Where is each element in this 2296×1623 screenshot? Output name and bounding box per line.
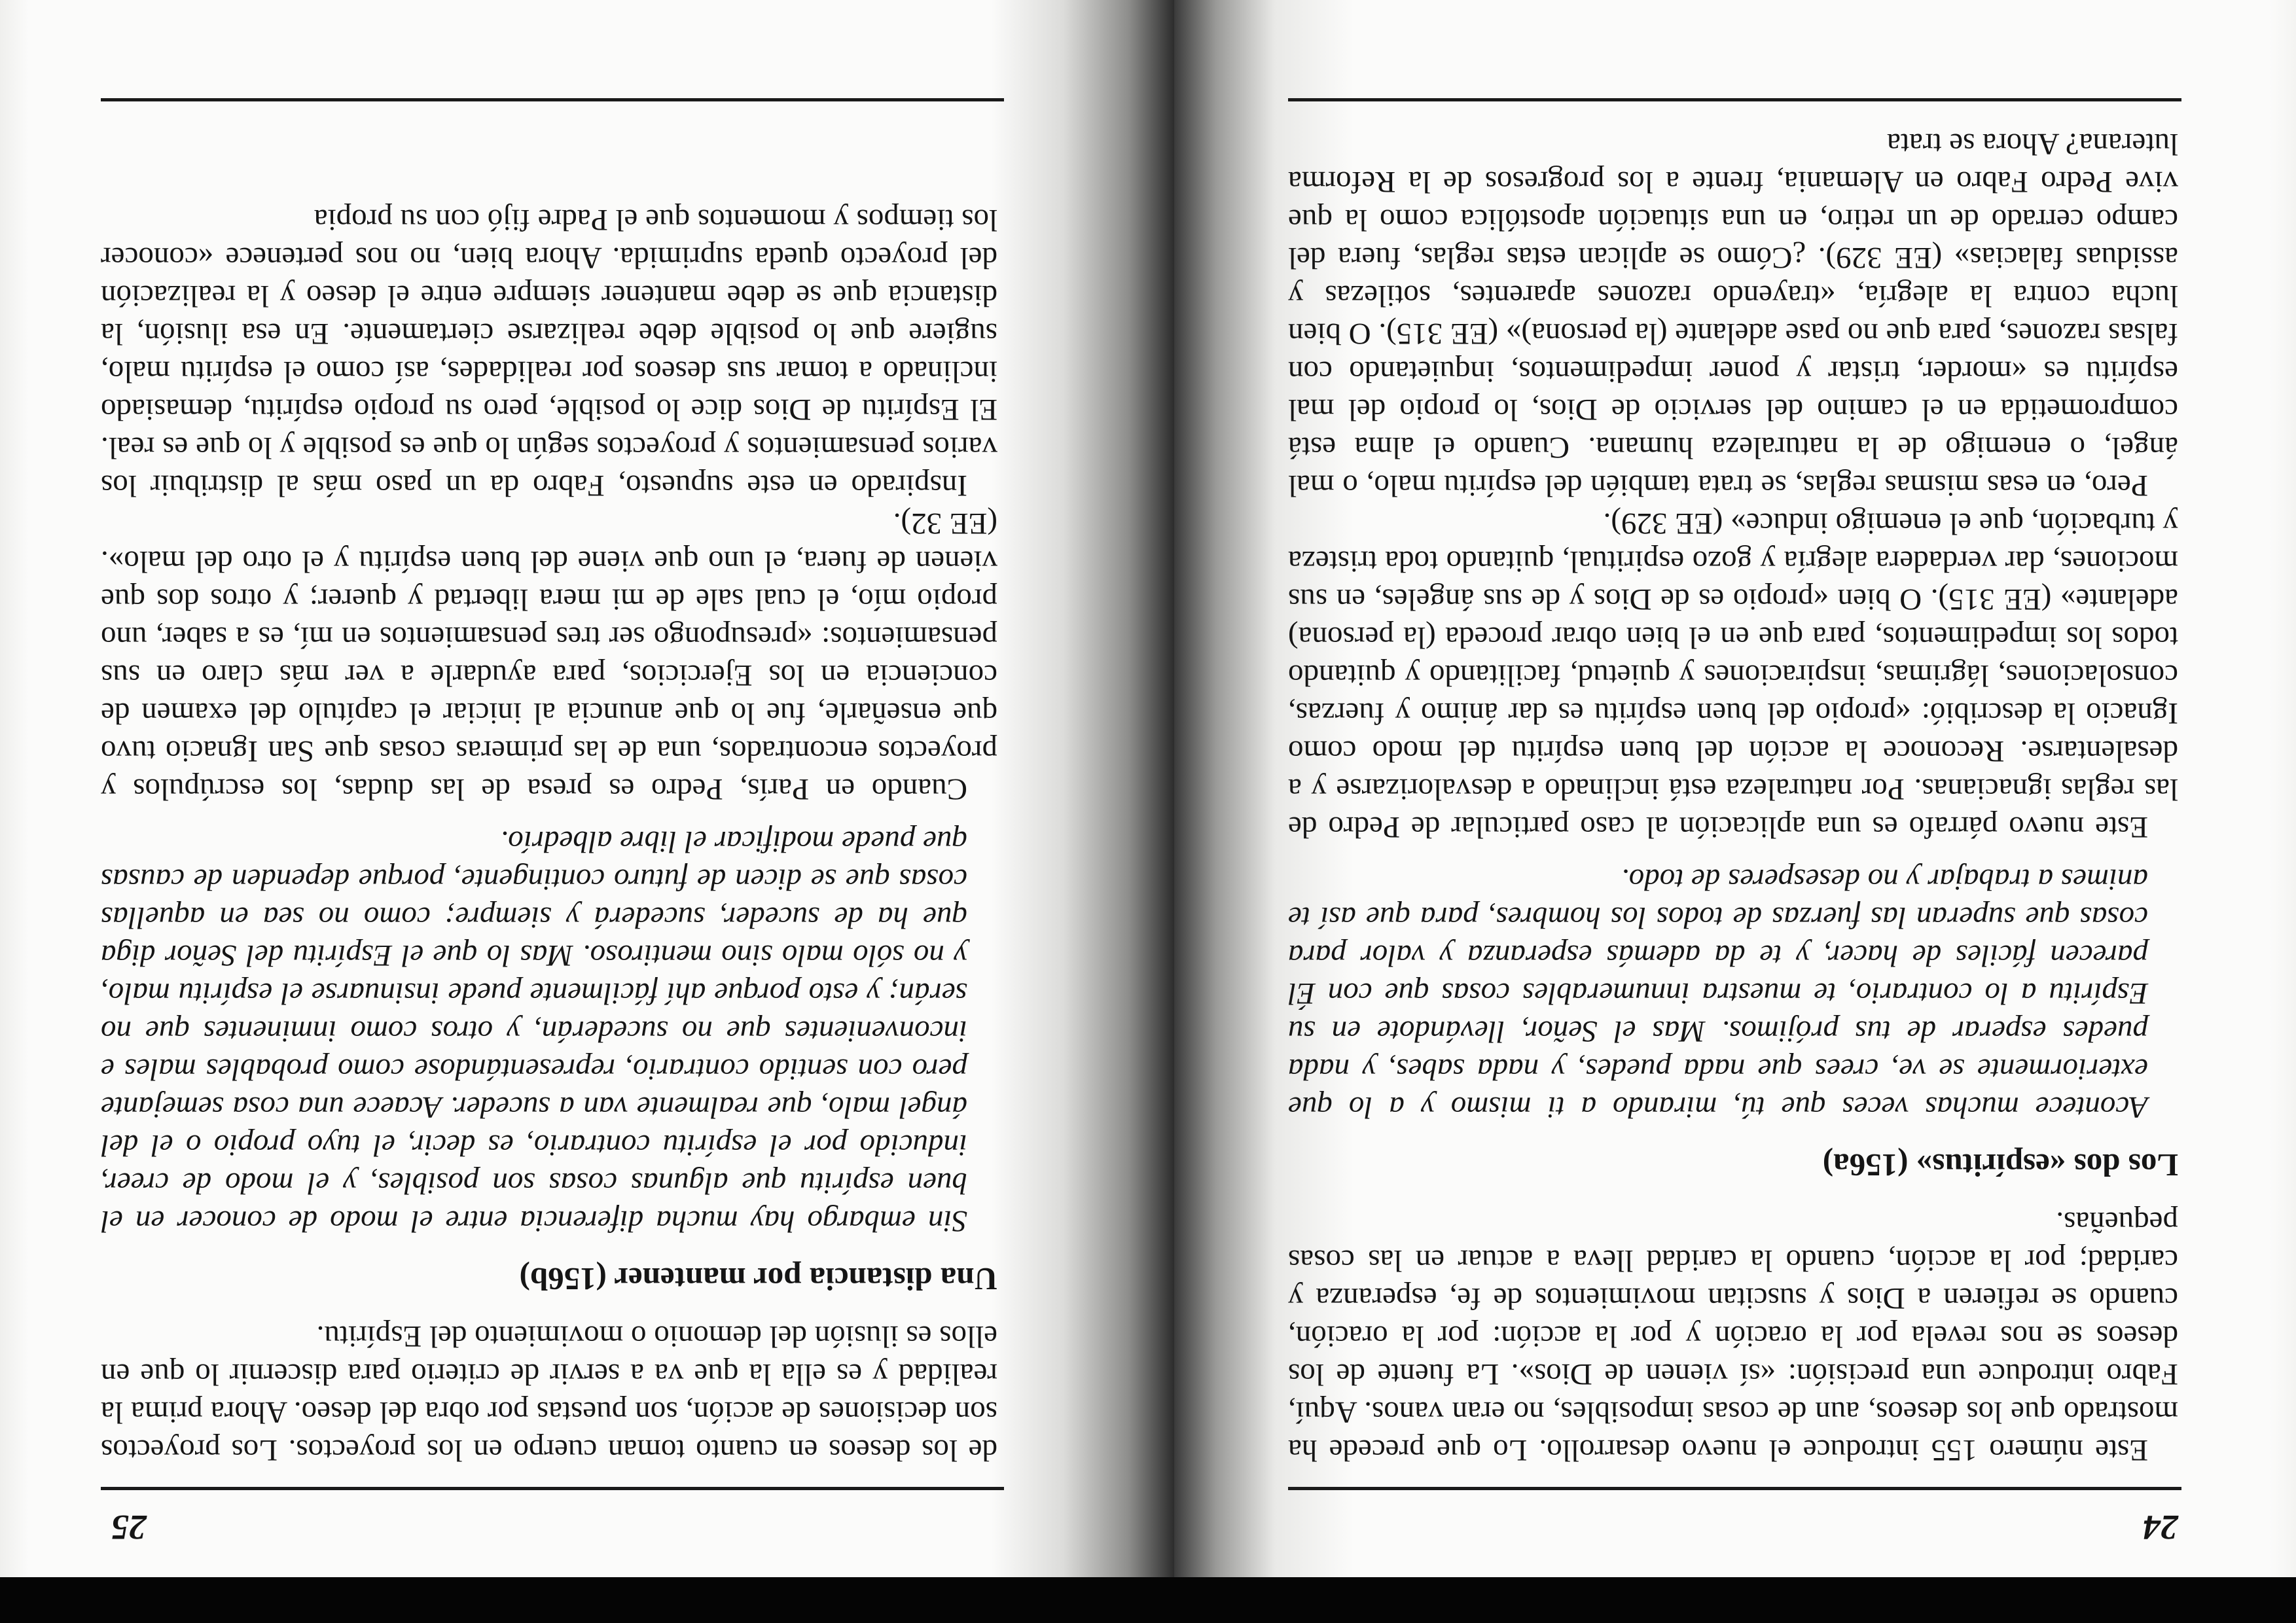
quote-block: Sin embargo hay mucha diferencia entre el modo de conocer en el buen espíritu que algunas cosas son posibles, y el modo de creer, inducido por el espíritu contrario, es decir, el tuyo propio o el del ángel malo, que realmente van a suceder. Acaece una cosa semejante pero con sentido contrario, representándose como probables males e inconvenientes que no sucederán, y otros como inminentes que no serán; y esto porque ahí fácilmente puede insinuarse el espíritu malo, y no sólo malo sino mentiroso. Mas lo que el Espíritu del Señor diga que ha de suceder, sucederá y siempre; como no sea en aquellas cosas que se dicen de futuro contingente, porque dependen de causas que puede modificar el libre albedrío.	[101, 825, 967, 1238]
page-number: 24	[2143, 1508, 2178, 1547]
paragraph: Este nuevo párrafo es una aplicación al caso particular de Pedro de las reglas ignacianas. Por naturaleza está inclinado a desvalorizarse y a desalentarse. Reconoce la acción del buen espíritu del modo como Ignacio la describió: «propio del buen espíritu es dar ánimo y fuerzas, consolaciones, lágrimas, inspiraciones y quietud, facilitando y quitando todos los impedimentos, para que en el bien obrar proceda (la persona) adelante» (EE 315). O bien «propio es de Dios y de sus ángeles, en sus mociones, dar verdadera alegría y gozo espiritual, quitando toda tristeza y turbación, que el enemigo induce» (EE 329).	[1288, 507, 2178, 844]
right-text-block	[101, 201, 997, 1469]
right-page	[0, 0, 1174, 1577]
left-page	[1174, 0, 2296, 1577]
scanner-edge	[0, 1577, 2296, 1623]
quote-block: Acontece muchas veces que tú, mirando a ti mismo y a lo que exteriormente se ve, crees que nada puedes, y nada sabes, y nada puedes esperar de tus prójimos. Mas el Señor, llevándote en su Espíritu a lo contrario, te muestra innumerables cosas que con Él parecen fáciles de hacer, y te da además esperanza y valor para cosas que superan las fuerzas de todos los hombres, para que así te animes a trabajar y no desesperes de todo.	[1288, 863, 2148, 1124]
paragraph: Cuando en París, Pedro es presa de las dudas, los escrúpulos y proyectos encontrados, una de las primeras cosas que San Ignacio tuvo que enseñarle, fue lo que anuncia al iniciar el capítulo del examen de conciencia en los Ejercicios, para ayudarle a ver más claro en sus pensamientos: «presupongo ser tres pensamientos en mí, es a saber, uno propio mío, el cual sale de mi mera libertad y querer; y otros dos que vienen de fuera, el uno que viene del buen espíritu y el otro del malo». (EE 32).	[101, 507, 997, 806]
paragraph: Pero, en esas mismas reglas, se trata también del espíritu malo, o mal ángel, o enemigo de la naturaleza humana. Cuando el alma está comprometida en el camino del servicio de Dios, lo propio del mal espíritu es «morder, tristar y poner impedimentos, inquietando con falsas razones, para que no pase adelante (la persona)» (EE 315). O bien lucha contra la alegría, «trayendo razones aparentes, sotilezas y assiduas falacias» (EE 329). ¿Cómo se aplican estas reglas, fuera del campo cerrado de un retiro, en una situación apostólica como la que vive Pedro Fabro en Alemania, frente a los progresos de la Reforma luterana? Ahora se trata	[1288, 127, 2178, 503]
top-rule	[1288, 1487, 2181, 1490]
bottom-rule	[101, 98, 1004, 101]
left-text-block	[1288, 125, 2178, 1469]
paragraph: Inspirado en este supuesto, Fabro da un paso más al distribuir los varios pensamientos y proyectos según lo que es posible y lo que es real. El Espíritu de Dios dice lo posible, pero su propio espíritu, demasiado inclinado a tomar sus deseos por realidades, así como el espíritu malo, sugiere que lo posible debe realizarse ciertamente. En esa ilusión, la distancia que se debe mantener siempre entre el deseo y la realización del proyecto queda suprimida. Ahora bien, no nos pertenece «conocer los tiempos y momentos que el Padre fijó con su propia	[101, 203, 997, 503]
paragraph: de los deseos en cuanto toman cuerpo en los proyectos. Los proyectos son decisiones de acción, son puestas por obra del deseo. Ahora prima la realidad y es ella la que va a servir de criterio para discernir lo que en ellos es ilusión del demonio o movimiento del Espíritu.	[101, 1319, 997, 1467]
section-heading: Una distancia por mantener (156b)	[519, 1261, 997, 1297]
bottom-rule	[1288, 98, 2181, 101]
page-number: 25	[111, 1508, 147, 1547]
section-heading: Los dos «espíritus» (156a)	[1822, 1147, 2178, 1183]
top-rule	[101, 1487, 1004, 1490]
paragraph: Este número 155 introduce el nuevo desarrollo. Lo que precede ha mostrado que los deseos, aun de cosas imposibles, no eran vanos. Aquí, Fabro introduce una precisión: «sí vienen de Dios». La fuente de los deseos se nos revela por la oración y por la acción: por la oración, cuando se refieren a Dios y suscitan movimientos de fe, esperanza y caridad; por la acción, cuando la caridad lleva a actuar en las cosas pequeñas.	[1288, 1205, 2178, 1467]
